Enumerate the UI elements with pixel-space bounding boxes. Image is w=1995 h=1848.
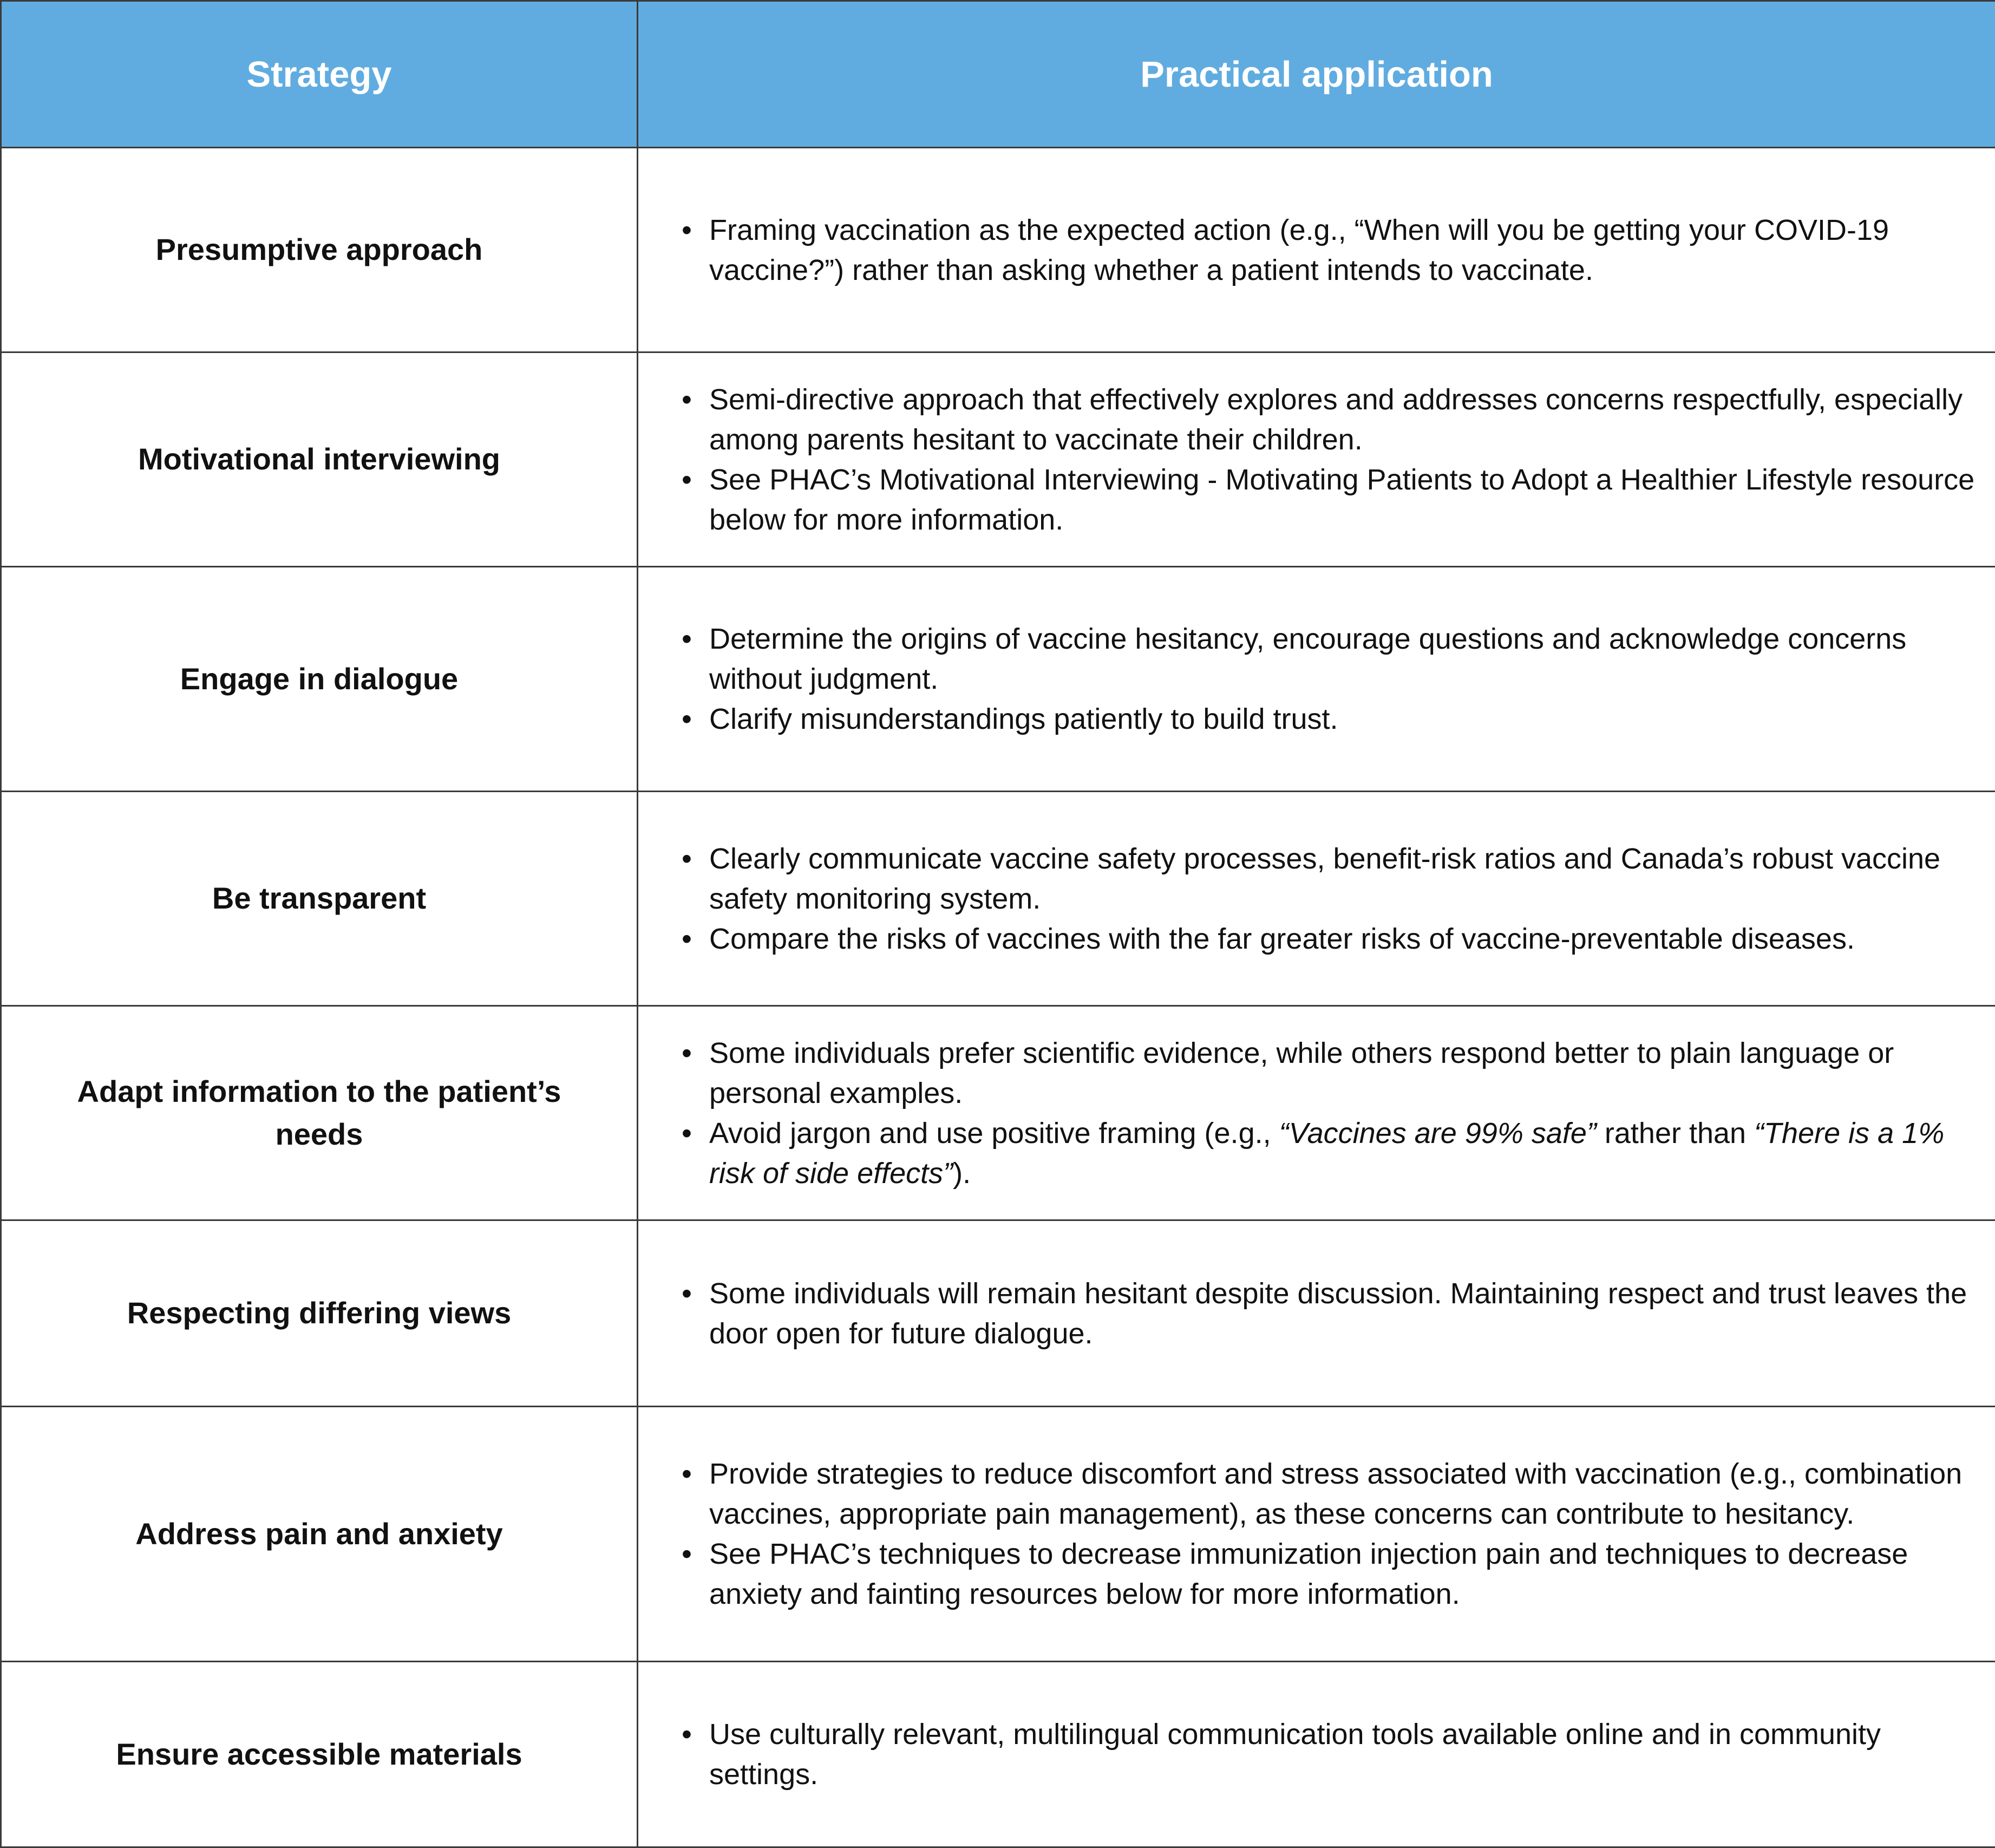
bullet-icon: • bbox=[682, 1714, 692, 1754]
bullet-list bbox=[682, 839, 1979, 959]
bullet-list bbox=[682, 1714, 1979, 1794]
list-item bbox=[682, 1274, 1979, 1354]
table-row bbox=[1, 352, 1995, 567]
bullet-icon: • bbox=[682, 1033, 692, 1073]
list-item-text: Use culturally relevant, multilingual communication tools available online and in community settings. bbox=[709, 1718, 1881, 1791]
list-item-text: Clarify misunderstandings patiently to build trust. bbox=[709, 703, 1338, 735]
application-cell bbox=[638, 352, 1995, 567]
bullet-icon: • bbox=[682, 619, 692, 659]
table-row bbox=[1, 567, 1995, 792]
bullet-list bbox=[682, 210, 1979, 290]
table-row bbox=[1, 1662, 1995, 1847]
table-row bbox=[1, 148, 1995, 352]
list-item bbox=[682, 1113, 1979, 1193]
bullet-icon: • bbox=[682, 460, 692, 500]
bullet-icon: • bbox=[682, 1113, 692, 1153]
table-row bbox=[1, 1220, 1995, 1407]
list-item-text: Determine the origins of vaccine hesitancy, encourage questions and acknowledge concerns without judgment. bbox=[709, 623, 1906, 695]
italic-quote: “Vaccines are 99% safe” bbox=[1279, 1117, 1597, 1150]
text-segment: Avoid jargon and use positive framing (e.g., bbox=[709, 1117, 1279, 1150]
application-cell bbox=[638, 1662, 1995, 1847]
bullet-icon: • bbox=[682, 1534, 692, 1574]
table-row bbox=[1, 792, 1995, 1006]
list-item-text: See PHAC’s Motivational Interviewing - Motivating Patients to Adopt a Healthier Lifestyle resource below for more information. bbox=[709, 463, 1974, 536]
italic-quote: “There is a 1% risk of side effects” bbox=[709, 1117, 1944, 1190]
list-item-text: See PHAC’s techniques to decrease immunization injection pain and techniques to decrease anxiety and fainting resources below for more information. bbox=[709, 1538, 1908, 1610]
application-cell bbox=[638, 792, 1995, 1006]
table-row bbox=[1, 1006, 1995, 1220]
list-item-text: Some individuals will remain hesitant despite discussion. Maintaining respect and trust leaves the door open for future dialogue. bbox=[709, 1277, 1967, 1350]
list-item bbox=[682, 699, 1979, 739]
list-item bbox=[682, 1714, 1979, 1794]
list-item bbox=[682, 619, 1979, 699]
application-cell bbox=[638, 567, 1995, 792]
text-segment: ). bbox=[953, 1157, 971, 1190]
strategy-cell: Engage in dialogue bbox=[1, 567, 638, 792]
strategy-cell: Be transparent bbox=[1, 792, 638, 1006]
list-item bbox=[682, 1534, 1979, 1614]
bullet-icon: • bbox=[682, 919, 692, 959]
list-item-text: Some individuals prefer scientific evidence, while others respond better to plain language or personal examples. bbox=[709, 1037, 1894, 1109]
list-item-text: Provide strategies to reduce discomfort and stress associated with vaccination (e.g., combination vaccines, appropriate pain management), as these concerns can contribute to hesitancy. bbox=[709, 1458, 1962, 1530]
text-segment: rather than bbox=[1597, 1117, 1754, 1150]
list-item-text: Semi-directive approach that effectively explores and addresses concerns respectfully, especially among parents hesitant to vaccinate their children. bbox=[709, 383, 1963, 456]
list-item bbox=[682, 460, 1979, 540]
list-item bbox=[682, 919, 1979, 959]
bullet-list bbox=[682, 619, 1979, 739]
list-item bbox=[682, 380, 1979, 460]
bullet-list bbox=[682, 1033, 1979, 1193]
bullet-list bbox=[682, 1454, 1979, 1614]
table-row bbox=[1, 1407, 1995, 1662]
list-item bbox=[682, 1454, 1979, 1534]
bullet-icon: • bbox=[682, 839, 692, 879]
list-item-text: Compare the risks of vaccines with the far greater risks of vaccine-preventable diseases. bbox=[709, 923, 1855, 955]
bullet-icon: • bbox=[682, 699, 692, 739]
table-header-row bbox=[1, 1, 1995, 148]
bullet-icon: • bbox=[682, 1454, 692, 1494]
header-strategy: Strategy bbox=[1, 1, 638, 148]
strategy-cell: Motivational interviewing bbox=[1, 352, 638, 567]
list-item bbox=[682, 839, 1979, 919]
application-cell bbox=[638, 1006, 1995, 1220]
application-cell bbox=[638, 1220, 1995, 1407]
strategy-cell: Adapt information to the patient’s needs bbox=[1, 1006, 638, 1220]
strategy-cell: Presumptive approach bbox=[1, 148, 638, 352]
strategy-cell: Respecting differing views bbox=[1, 1220, 638, 1407]
list-item-text: Clearly communicate vaccine safety processes, benefit-risk ratios and Canada’s robust vaccine safety monitoring system. bbox=[709, 843, 1940, 915]
bullet-icon: • bbox=[682, 1274, 692, 1314]
header-practical-application: Practical application bbox=[638, 1, 1995, 148]
bullet-icon: • bbox=[682, 210, 692, 250]
application-cell bbox=[638, 148, 1995, 352]
bullet-list bbox=[682, 380, 1979, 540]
list-item-text: Framing vaccination as the expected action (e.g., “When will you be getting your COVID-19 vaccine?”) rather than asking whether a patient intends to vaccinate. bbox=[709, 214, 1889, 286]
bullet-list bbox=[682, 1274, 1979, 1354]
list-item bbox=[682, 1033, 1979, 1113]
application-cell bbox=[638, 1407, 1995, 1662]
strategy-cell: Ensure accessible materials bbox=[1, 1662, 638, 1847]
list-item-text bbox=[709, 1117, 1944, 1190]
strategy-cell: Address pain and anxiety bbox=[1, 1407, 638, 1662]
list-item bbox=[682, 210, 1979, 290]
bullet-icon: • bbox=[682, 380, 692, 420]
